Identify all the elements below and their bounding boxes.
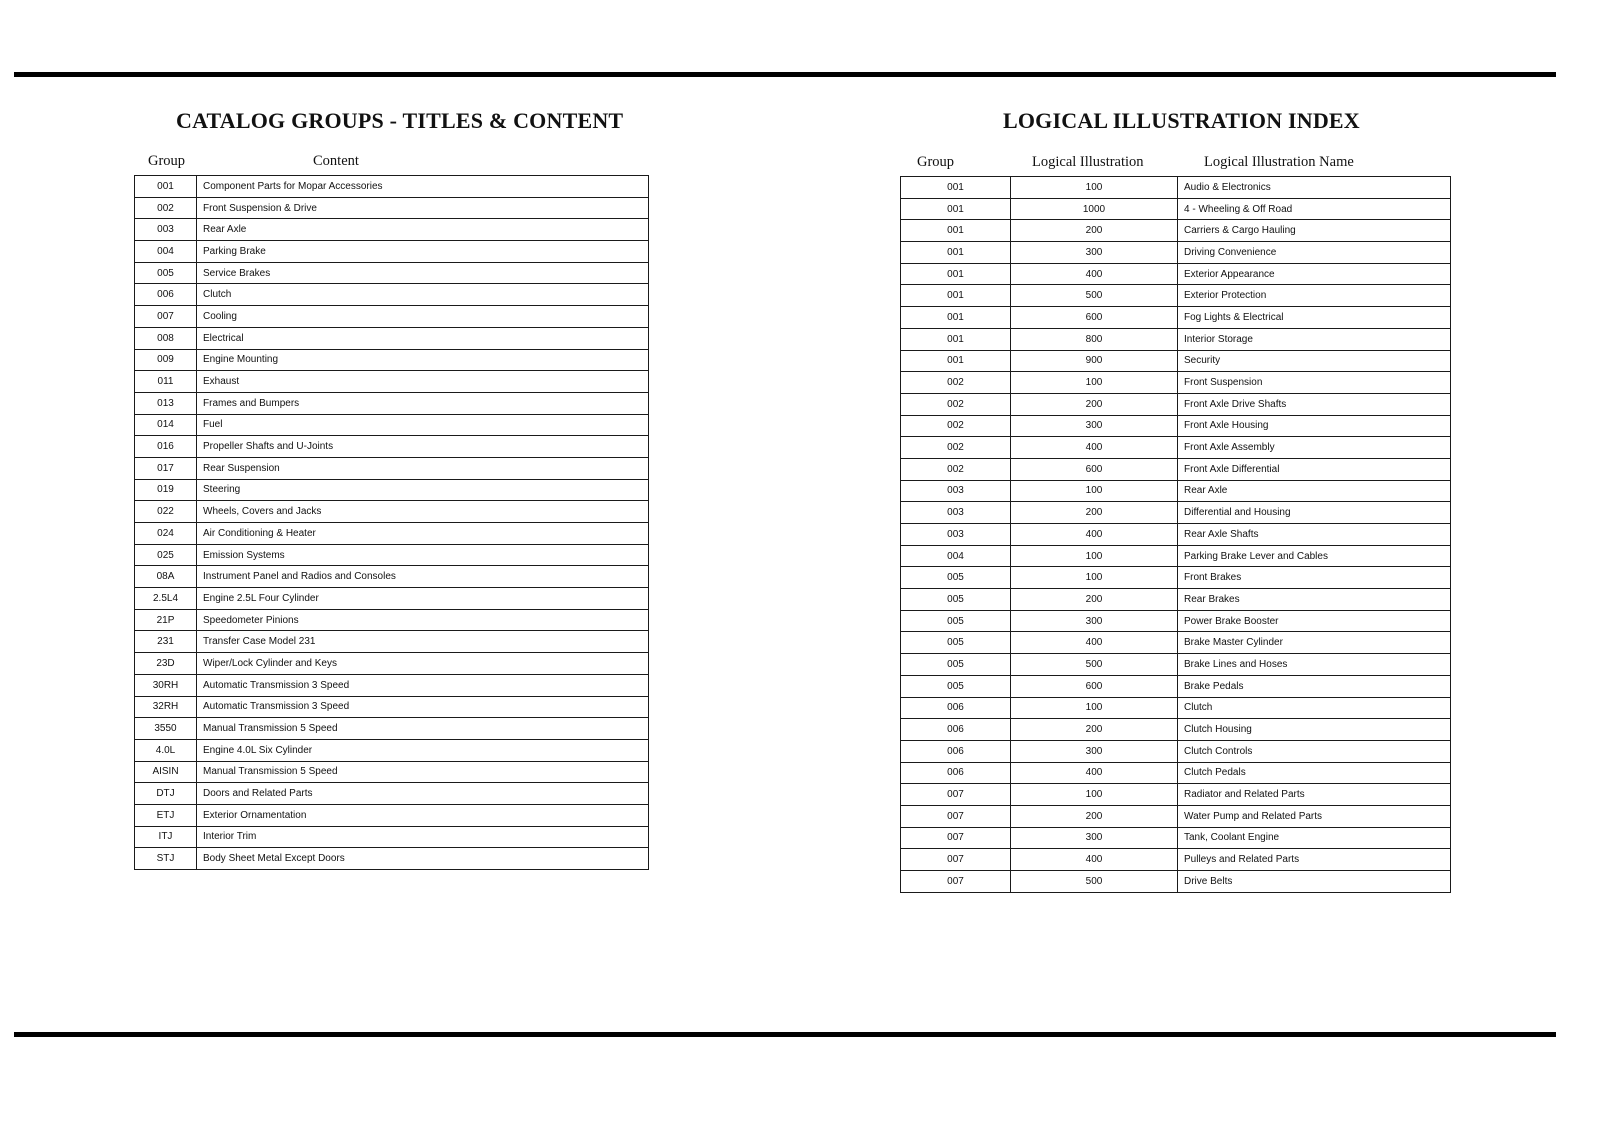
logical-illustration-number-cell: 200: [1011, 589, 1178, 611]
table-row: [135, 566, 649, 588]
group-code-cell: 006: [901, 762, 1011, 784]
illustration-name-cell: 4 - Wheeling & Off Road: [1178, 198, 1451, 220]
table-row: [901, 263, 1451, 285]
content-cell: Automatic Transmission 3 Speed: [197, 696, 649, 718]
content-cell: Propeller Shafts and U-Joints: [197, 436, 649, 458]
logical-illustration-number-cell: 600: [1011, 675, 1178, 697]
table-row: [135, 718, 649, 740]
table-row: [901, 307, 1451, 329]
illustration-name-cell: Brake Master Cylinder: [1178, 632, 1451, 654]
content-cell: Engine 4.0L Six Cylinder: [197, 739, 649, 761]
logical-illustration-number-cell: 400: [1011, 524, 1178, 546]
group-code-cell: 001: [901, 177, 1011, 199]
table-row: [901, 220, 1451, 242]
illustration-name-cell: Exterior Appearance: [1178, 263, 1451, 285]
group-code-cell: 08A: [135, 566, 197, 588]
top-rule: [14, 72, 1556, 77]
bottom-rule: [14, 1032, 1556, 1037]
content-cell: Wheels, Covers and Jacks: [197, 501, 649, 523]
group-code-cell: 005: [901, 610, 1011, 632]
group-code-cell: 32RH: [135, 696, 197, 718]
right-column-header-group: Group: [917, 154, 955, 170]
group-code-cell: 006: [901, 719, 1011, 741]
illustration-name-cell: Rear Axle Shafts: [1178, 524, 1451, 546]
illustration-name-cell: Driving Convenience: [1178, 242, 1451, 264]
group-code-cell: 005: [901, 589, 1011, 611]
logical-illustration-number-cell: 300: [1011, 827, 1178, 849]
table-row: [135, 392, 649, 414]
group-code-cell: 005: [135, 262, 197, 284]
illustration-name-cell: Carriers & Cargo Hauling: [1178, 220, 1451, 242]
content-cell: Clutch: [197, 284, 649, 306]
table-row: [901, 697, 1451, 719]
table-row: [901, 480, 1451, 502]
group-code-cell: 002: [901, 437, 1011, 459]
illustration-name-cell: Pulleys and Related Parts: [1178, 849, 1451, 871]
table-row: [901, 827, 1451, 849]
table-row: [901, 242, 1451, 264]
illustration-name-cell: Water Pump and Related Parts: [1178, 805, 1451, 827]
group-code-cell: 008: [135, 327, 197, 349]
illustration-name-cell: Front Suspension: [1178, 372, 1451, 394]
group-code-cell: 23D: [135, 653, 197, 675]
table-row: [135, 674, 649, 696]
table-row: [901, 632, 1451, 654]
table-row: [901, 740, 1451, 762]
content-cell: Speedometer Pinions: [197, 609, 649, 631]
group-code-cell: 002: [901, 393, 1011, 415]
group-code-cell: 30RH: [135, 674, 197, 696]
group-code-cell: 007: [901, 871, 1011, 893]
group-code-cell: 002: [901, 458, 1011, 480]
illustration-name-cell: Differential and Housing: [1178, 502, 1451, 524]
logical-illustration-number-cell: 200: [1011, 719, 1178, 741]
illustration-name-cell: Fog Lights & Electrical: [1178, 307, 1451, 329]
logical-illustration-number-cell: 600: [1011, 307, 1178, 329]
group-code-cell: 3550: [135, 718, 197, 740]
logical-illustration-number-cell: 100: [1011, 480, 1178, 502]
table-row: [135, 241, 649, 263]
content-cell: Exhaust: [197, 371, 649, 393]
logical-illustration-number-cell: 300: [1011, 610, 1178, 632]
table-row: [135, 761, 649, 783]
left-column-header-group: Group: [148, 153, 186, 169]
group-code-cell: STJ: [135, 848, 197, 870]
group-code-cell: ETJ: [135, 804, 197, 826]
group-code-cell: 007: [901, 849, 1011, 871]
table-row: [901, 719, 1451, 741]
content-cell: Service Brakes: [197, 262, 649, 284]
content-cell: Air Conditioning & Heater: [197, 523, 649, 545]
content-cell: Emission Systems: [197, 544, 649, 566]
group-code-cell: 004: [901, 545, 1011, 567]
table-row: [135, 327, 649, 349]
group-code-cell: 005: [901, 567, 1011, 589]
group-code-cell: 007: [135, 306, 197, 328]
table-row: [901, 458, 1451, 480]
logical-illustration-number-cell: 100: [1011, 177, 1178, 199]
logical-illustration-number-cell: 100: [1011, 567, 1178, 589]
group-code-cell: 003: [901, 502, 1011, 524]
content-cell: Rear Suspension: [197, 457, 649, 479]
illustration-name-cell: Security: [1178, 350, 1451, 372]
logical-illustration-index-title: LOGICAL ILLUSTRATION INDEX: [1003, 108, 1360, 133]
table-row: [135, 457, 649, 479]
group-code-cell: 007: [901, 805, 1011, 827]
content-cell: Instrument Panel and Radios and Consoles: [197, 566, 649, 588]
content-cell: Electrical: [197, 327, 649, 349]
table-row: [135, 609, 649, 631]
table-row: [901, 372, 1451, 394]
group-code-cell: 014: [135, 414, 197, 436]
logical-illustration-table: [900, 176, 1451, 893]
group-code-cell: 005: [901, 632, 1011, 654]
illustration-name-cell: Front Axle Housing: [1178, 415, 1451, 437]
group-code-cell: 022: [135, 501, 197, 523]
content-cell: Manual Transmission 5 Speed: [197, 761, 649, 783]
content-cell: Frames and Bumpers: [197, 392, 649, 414]
group-code-cell: 005: [901, 654, 1011, 676]
table-row: [135, 783, 649, 805]
group-code-cell: 001: [135, 176, 197, 198]
table-row: [135, 436, 649, 458]
content-cell: Rear Axle: [197, 219, 649, 241]
content-cell: Manual Transmission 5 Speed: [197, 718, 649, 740]
table-row: [901, 610, 1451, 632]
logical-illustration-number-cell: 100: [1011, 784, 1178, 806]
table-row: [135, 414, 649, 436]
group-code-cell: 001: [901, 198, 1011, 220]
content-cell: Front Suspension & Drive: [197, 197, 649, 219]
group-code-cell: 025: [135, 544, 197, 566]
group-code-cell: 231: [135, 631, 197, 653]
logical-illustration-number-cell: 400: [1011, 632, 1178, 654]
table-row: [135, 501, 649, 523]
illustration-name-cell: Front Axle Differential: [1178, 458, 1451, 480]
logical-illustration-number-cell: 200: [1011, 220, 1178, 242]
group-code-cell: 007: [901, 784, 1011, 806]
content-cell: Exterior Ornamentation: [197, 804, 649, 826]
table-row: [901, 177, 1451, 199]
table-row: [901, 415, 1451, 437]
logical-illustration-number-cell: 800: [1011, 328, 1178, 350]
logical-illustration-number-cell: 200: [1011, 502, 1178, 524]
illustration-name-cell: Rear Brakes: [1178, 589, 1451, 611]
content-cell: Cooling: [197, 306, 649, 328]
table-row: [901, 350, 1451, 372]
table-row: [135, 696, 649, 718]
content-cell: Body Sheet Metal Except Doors: [197, 848, 649, 870]
right-column-header-logical-illustration: Logical Illustration: [1032, 154, 1144, 170]
illustration-name-cell: Clutch Housing: [1178, 719, 1451, 741]
group-code-cell: 001: [901, 220, 1011, 242]
content-cell: Engine 2.5L Four Cylinder: [197, 588, 649, 610]
content-cell: Steering: [197, 479, 649, 501]
table-row: [901, 198, 1451, 220]
illustration-name-cell: Power Brake Booster: [1178, 610, 1451, 632]
logical-illustration-number-cell: 100: [1011, 372, 1178, 394]
table-row: [901, 545, 1451, 567]
illustration-name-cell: Tank, Coolant Engine: [1178, 827, 1451, 849]
table-row: [901, 762, 1451, 784]
table-row: [135, 848, 649, 870]
table-row: [135, 262, 649, 284]
table-row: [135, 588, 649, 610]
logical-illustration-number-cell: 900: [1011, 350, 1178, 372]
logical-illustration-number-cell: 500: [1011, 285, 1178, 307]
table-row: [901, 437, 1451, 459]
group-code-cell: 001: [901, 350, 1011, 372]
table-row: [135, 523, 649, 545]
illustration-name-cell: Radiator and Related Parts: [1178, 784, 1451, 806]
table-row: [901, 871, 1451, 893]
group-code-cell: AISIN: [135, 761, 197, 783]
group-code-cell: 001: [901, 263, 1011, 285]
group-code-cell: 001: [901, 328, 1011, 350]
group-code-cell: 009: [135, 349, 197, 371]
group-code-cell: 003: [901, 480, 1011, 502]
logical-illustration-number-cell: 400: [1011, 437, 1178, 459]
content-cell: Fuel: [197, 414, 649, 436]
illustration-name-cell: Rear Axle: [1178, 480, 1451, 502]
illustration-name-cell: Front Brakes: [1178, 567, 1451, 589]
group-code-cell: 003: [135, 219, 197, 241]
illustration-name-cell: Audio & Electronics: [1178, 177, 1451, 199]
table-row: [135, 826, 649, 848]
group-code-cell: 024: [135, 523, 197, 545]
table-row: [135, 284, 649, 306]
group-code-cell: 001: [901, 285, 1011, 307]
table-row: [135, 349, 649, 371]
table-row: [901, 784, 1451, 806]
content-cell: Wiper/Lock Cylinder and Keys: [197, 653, 649, 675]
group-code-cell: 21P: [135, 609, 197, 631]
group-code-cell: 013: [135, 392, 197, 414]
group-code-cell: 007: [901, 827, 1011, 849]
logical-illustration-number-cell: 100: [1011, 545, 1178, 567]
illustration-name-cell: Interior Storage: [1178, 328, 1451, 350]
table-row: [901, 589, 1451, 611]
logical-illustration-number-cell: 300: [1011, 740, 1178, 762]
illustration-name-cell: Exterior Protection: [1178, 285, 1451, 307]
table-row: [135, 197, 649, 219]
illustration-name-cell: Clutch Controls: [1178, 740, 1451, 762]
group-code-cell: 002: [901, 415, 1011, 437]
content-cell: Doors and Related Parts: [197, 783, 649, 805]
group-code-cell: 003: [901, 524, 1011, 546]
table-row: [901, 502, 1451, 524]
logical-illustration-number-cell: 400: [1011, 849, 1178, 871]
group-code-cell: 005: [901, 675, 1011, 697]
group-code-cell: 002: [901, 372, 1011, 394]
content-cell: Parking Brake: [197, 241, 649, 263]
table-row: [135, 544, 649, 566]
catalog-groups-title: CATALOG GROUPS - TITLES & CONTENT: [176, 108, 624, 133]
content-cell: Interior Trim: [197, 826, 649, 848]
table-row: [901, 805, 1451, 827]
illustration-name-cell: Drive Belts: [1178, 871, 1451, 893]
illustration-name-cell: Front Axle Drive Shafts: [1178, 393, 1451, 415]
group-code-cell: 006: [901, 740, 1011, 762]
table-row: [901, 524, 1451, 546]
group-code-cell: 4.0L: [135, 739, 197, 761]
group-code-cell: 001: [901, 242, 1011, 264]
group-code-cell: 004: [135, 241, 197, 263]
right-column-header-name: Logical Illustration Name: [1204, 154, 1354, 170]
logical-illustration-number-cell: 400: [1011, 762, 1178, 784]
group-code-cell: 2.5L4: [135, 588, 197, 610]
table-row: [901, 675, 1451, 697]
table-row: [901, 654, 1451, 676]
logical-illustration-number-cell: 200: [1011, 805, 1178, 827]
table-row: [901, 285, 1451, 307]
illustration-name-cell: Brake Lines and Hoses: [1178, 654, 1451, 676]
table-row: [901, 567, 1451, 589]
catalog-groups-table: [134, 175, 649, 870]
illustration-name-cell: Brake Pedals: [1178, 675, 1451, 697]
group-code-cell: ITJ: [135, 826, 197, 848]
logical-illustration-number-cell: 200: [1011, 393, 1178, 415]
group-code-cell: DTJ: [135, 783, 197, 805]
logical-illustration-number-cell: 300: [1011, 242, 1178, 264]
illustration-name-cell: Clutch: [1178, 697, 1451, 719]
table-row: [135, 631, 649, 653]
content-cell: Engine Mounting: [197, 349, 649, 371]
group-code-cell: 017: [135, 457, 197, 479]
content-cell: Component Parts for Mopar Accessories: [197, 176, 649, 198]
logical-illustration-number-cell: 100: [1011, 697, 1178, 719]
table-row: [135, 371, 649, 393]
table-row: [135, 653, 649, 675]
content-cell: Transfer Case Model 231: [197, 631, 649, 653]
group-code-cell: 011: [135, 371, 197, 393]
content-cell: Automatic Transmission 3 Speed: [197, 674, 649, 696]
logical-illustration-number-cell: 400: [1011, 263, 1178, 285]
logical-illustration-number-cell: 500: [1011, 654, 1178, 676]
table-row: [901, 328, 1451, 350]
table-row: [135, 219, 649, 241]
table-row: [901, 393, 1451, 415]
logical-illustration-number-cell: 300: [1011, 415, 1178, 437]
group-code-cell: 002: [135, 197, 197, 219]
table-row: [135, 739, 649, 761]
table-row: [135, 804, 649, 826]
group-code-cell: 001: [901, 307, 1011, 329]
group-code-cell: 006: [901, 697, 1011, 719]
left-column-header-content: Content: [313, 153, 359, 169]
logical-illustration-number-cell: 1000: [1011, 198, 1178, 220]
group-code-cell: 006: [135, 284, 197, 306]
group-code-cell: 016: [135, 436, 197, 458]
table-row: [135, 176, 649, 198]
illustration-name-cell: Front Axle Assembly: [1178, 437, 1451, 459]
illustration-name-cell: Clutch Pedals: [1178, 762, 1451, 784]
illustration-name-cell: Parking Brake Lever and Cables: [1178, 545, 1451, 567]
table-row: [901, 849, 1451, 871]
logical-illustration-number-cell: 500: [1011, 871, 1178, 893]
table-row: [135, 479, 649, 501]
table-row: [135, 306, 649, 328]
logical-illustration-number-cell: 600: [1011, 458, 1178, 480]
group-code-cell: 019: [135, 479, 197, 501]
